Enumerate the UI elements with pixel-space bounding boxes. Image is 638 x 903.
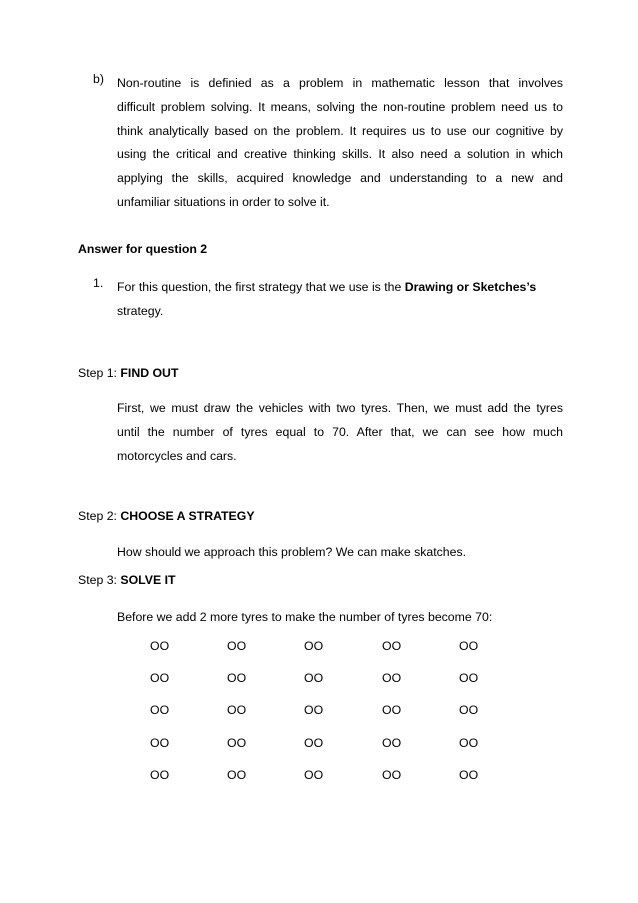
tyre-pair: OO (150, 703, 170, 718)
tyre-pair: OO (150, 639, 170, 653)
tyre-pair: OO (227, 639, 247, 653)
tyre-pair: OO (382, 639, 402, 653)
step-label: Step 1: (78, 366, 121, 380)
tyre-pair: OO (304, 671, 324, 686)
step2-text: How should we approach this problem? We can make skatches. (117, 545, 467, 559)
tyre-pair: OO (150, 767, 170, 782)
paragraph-line: applying the skills, acquired knowledge and understanding to a new and (117, 171, 563, 186)
tyre-pair: OO (382, 671, 402, 686)
tyre-pair: OO (459, 703, 479, 718)
step-label: Step 3: (78, 573, 121, 587)
paragraph-line: until the number of tyres equal to 70. After that, we can see how much (117, 424, 563, 439)
tyre-pair: OO (459, 639, 479, 653)
tyre-pair: OO (227, 703, 247, 718)
paragraph-line: motorcycles and cars. (117, 448, 237, 463)
tyre-pair: OO (382, 767, 402, 782)
tyre-pair: OO (304, 639, 324, 653)
tyre-pair: OO (382, 735, 402, 750)
step1-heading (78, 366, 178, 380)
item1-text: For this question, the first strategy that we use is the (117, 280, 405, 294)
list-item-1-text (117, 276, 563, 324)
step2-heading (78, 509, 255, 523)
step3-text: Before we add 2 more tyres to make the number of tyres become 70: (117, 610, 493, 624)
step-title: CHOOSE A STRATEGY (120, 509, 255, 523)
paragraph-b (93, 72, 563, 215)
answer-heading: Answer for question 2 (78, 242, 208, 256)
tyre-pair: OO (150, 671, 170, 686)
tyre-pair: OO (150, 735, 170, 750)
tyre-pair: OO (304, 767, 324, 782)
step-title: SOLVE IT (120, 573, 176, 587)
tyre-pair: OO (304, 703, 324, 718)
tyre-pair: OO (459, 767, 479, 782)
item1-text-line2: strategy. (117, 303, 164, 318)
tyre-pair: OO (304, 735, 324, 750)
tyre-pair: OO (227, 735, 247, 750)
tyre-pair: OO (459, 735, 479, 750)
paragraph-line: using the critical and creative thinking skills. It also need a solution in which (117, 147, 563, 162)
step1-text (117, 397, 563, 468)
strategy-name: Drawing or Sketches’s (404, 280, 537, 294)
paragraph-line: unfamiliar situations in order to solve it. (117, 194, 330, 209)
tyre-pair: OO (382, 703, 402, 718)
tyre-pair: OO (227, 767, 247, 782)
step3-heading (78, 573, 176, 587)
tyre-pair: OO (459, 671, 479, 686)
paragraph-line: Non-routine is definied as a problem in mathematic lesson that involves (117, 76, 563, 90)
paragraph-b-text (117, 72, 563, 215)
step-title: FIND OUT (120, 366, 179, 380)
list-marker-b: b) (93, 72, 104, 86)
paragraph-line: difficult problem solving. It means, solving the non-routine problem need us to (117, 99, 563, 114)
step-label: Step 2: (78, 509, 121, 523)
list-marker-1: 1. (93, 276, 104, 290)
list-item-1 (93, 276, 563, 324)
paragraph-line: think analytically based on the problem. It requires us to use our cognitive by (117, 123, 563, 138)
paragraph-line: First, we must draw the vehicles with two tyres. Then, we must add the tyres (117, 401, 563, 415)
tyre-pair: OO (227, 671, 247, 686)
